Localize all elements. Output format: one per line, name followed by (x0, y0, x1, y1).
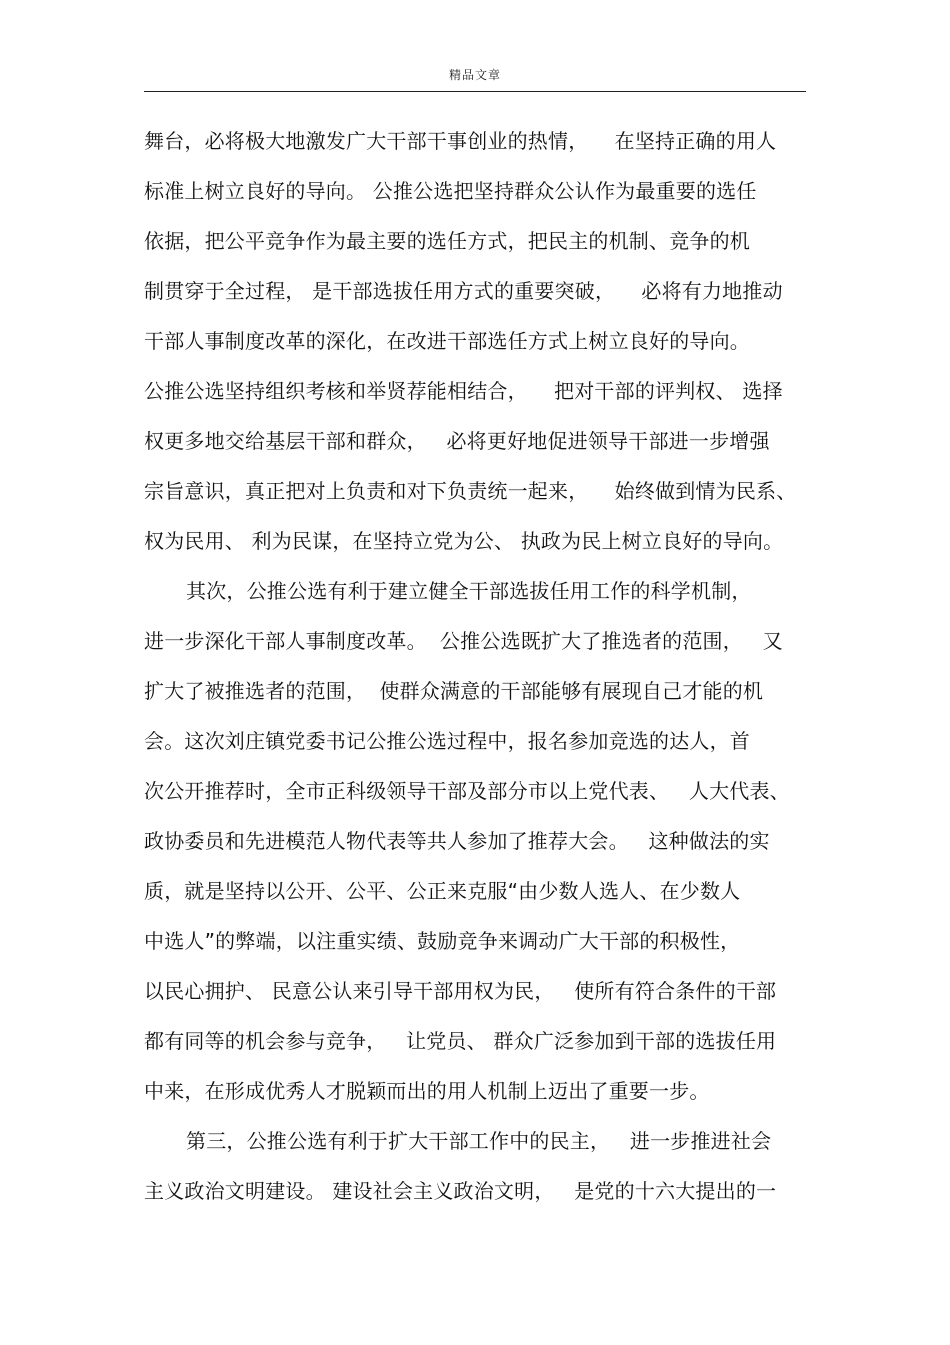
text-line: 中来，在形成优秀人才脱颖而出的用人机制上迈出了重要一步。 (144, 1079, 710, 1103)
article-body (144, 122, 824, 1222)
text-line: 权更多地交给基层干部和群众， 必将更好地促进领导干部进一步增强 (144, 429, 770, 453)
header-divider (144, 91, 806, 92)
text-line: 政协委员和先进模范人物代表等共人参加了推荐大会。 这种做法的实 (144, 829, 770, 853)
text-line: 公推公选坚持组织考核和举贤荐能相结合， 把对干部的评判权、 选择 (144, 379, 783, 403)
page-header: 精品文章 (448, 68, 501, 82)
text-line: 会。这次刘庄镇党委书记公推公选过程中，报名参加竞选的达人，首 (144, 729, 750, 753)
text-line: 舞台，必将极大地激发广大干部干事创业的热情， 在坚持正确的用人 (144, 129, 777, 153)
text-line: 以民心拥护、 民意公认来引导干部用权为民， 使所有符合条件的干部 (144, 979, 777, 1003)
text-line: 次公开推荐时，全市正科级领导干部及部分市以上党代表、 人大代表、 (144, 779, 790, 803)
text-line: 干部人事制度改革的深化，在改进干部选任方式上树立良好的导向。 (144, 329, 750, 353)
paragraph-start-line: 第三，公推公选有利于扩大干部工作中的民主， 进一步推进社会 (186, 1129, 772, 1153)
text-line: 主义政治文明建设。 建设社会主义政治文明， 是党的十六大提出的一 (144, 1179, 777, 1203)
text-line: 进一步深化干部人事制度改革。 公推公选既扩大了推选者的范围， 又 (144, 629, 783, 653)
text-line: 制贯穿于全过程， 是干部选拔任用方式的重要突破， 必将有力地推动 (144, 279, 783, 303)
text-line: 宗旨意识，真正把对上负责和对下负责统一起来， 始终做到情为民系、 (144, 479, 797, 503)
text-line: 依据，把公平竞争作为最主要的选任方式，把民主的机制、竞争的机 (144, 229, 750, 253)
text-line: 都有同等的机会参与竞争， 让党员、 群众广泛参加到干部的选拔任用 (144, 1029, 777, 1053)
text-line: 中选人”的弊端，以注重实绩、鼓励竞争来调动广大干部的积极性， (144, 929, 741, 953)
text-line: 质，就是坚持以公开、公平、公正来克服“由少数人选人、在少数人 (144, 879, 741, 903)
text-line: 标准上树立良好的导向。 公推公选把坚持群众公认作为最重要的选任 (144, 179, 757, 203)
text-line: 权为民用、 利为民谋，在坚持立党为公、 执政为民上树立良好的导向。 (144, 529, 784, 553)
paragraph-start-line: 其次，公推公选有利于建立健全干部选拔任用工作的科学机制， (186, 579, 752, 603)
text-line: 扩大了被推选者的范围， 使群众满意的干部能够有展现自己才能的机 (144, 679, 764, 703)
